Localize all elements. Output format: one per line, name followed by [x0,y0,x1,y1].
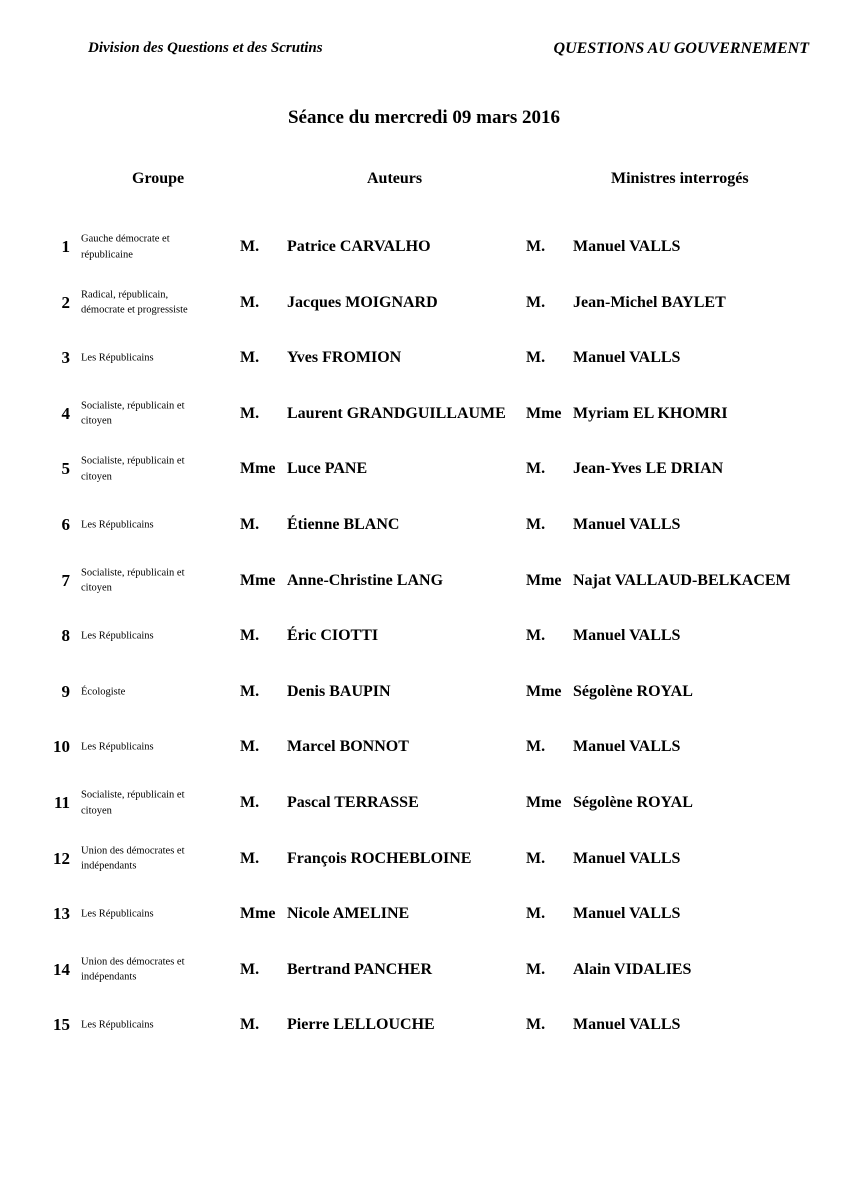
author-civility: M. [240,682,260,700]
minister-name: Manuel VALLS [573,627,681,645]
group-name: Écologiste [81,686,126,698]
minister-civility: M. [526,849,546,867]
author-name: Marcel BONNOT [287,738,409,756]
author-civility: M. [240,794,260,811]
group-name: Union des démocrates et indépendants [81,956,185,983]
table-row [0,942,848,998]
group-name: Les Républicains [81,519,154,531]
author-civility: M. [240,627,260,645]
minister-name: Manuel VALLS [573,349,681,367]
author-name: Éric CIOTTI [287,627,379,645]
table-row [0,553,848,609]
minister-name: Najat VALLAUD-BELKACEM [573,571,791,589]
minister-name: Ségolène ROYAL [573,794,693,811]
minister-civility: Mme [526,571,562,589]
group-name: Gauche démocrate et républicaine [81,233,170,260]
author-name: Bertrand PANCHER [287,960,433,978]
group-name: Les Républicains [81,630,154,642]
author-name: Yves FROMION [287,349,402,367]
minister-name: Manuel VALLS [573,905,681,923]
author-name: Jacques MOIGNARD [287,293,438,311]
question-number: 15 [53,1015,70,1035]
column-header-auteurs: Auteurs [367,170,423,187]
author-name: Pierre LELLOUCHE [287,1016,435,1034]
author-civility: Mme [240,905,276,923]
minister-civility: M. [526,960,546,978]
minister-name: Alain VIDALIES [573,960,692,978]
minister-name: Manuel VALLS [573,238,681,255]
minister-name: Jean-Michel BAYLET [573,293,726,311]
author-name: Nicole AMELINE [287,905,410,923]
author-civility: M. [240,349,260,367]
header-division: Division des Questions et des Scrutins [88,40,323,56]
minister-name: Manuel VALLS [573,849,681,867]
author-civility: Mme [240,460,276,478]
minister-name: Ségolène ROYAL [573,682,693,700]
minister-name: Manuel VALLS [573,516,681,533]
author-name: Anne-Christine LANG [287,571,444,589]
question-number: 8 [61,626,70,646]
minister-civility: Mme [526,404,562,422]
table-row [0,719,848,775]
page-title: Séance du mercredi 09 mars 2016 [287,107,561,128]
table-row [0,664,848,720]
table-row [0,775,848,831]
author-civility: Mme [240,571,276,589]
minister-name: Jean-Yves LE DRIAN [573,460,724,478]
group-name: Les Républicains [81,908,154,920]
group-name: Socialiste, républicain et citoyen [81,567,185,594]
author-civility: M. [240,404,260,422]
table-row [0,497,848,553]
table-row [0,886,848,942]
author-civility: M. [240,738,260,756]
minister-name: Manuel VALLS [573,738,681,756]
minister-civility: M. [526,627,546,645]
table-row [0,219,848,275]
minister-civility: M. [526,1016,546,1034]
column-header-ministres: Ministres interrogés [611,170,749,187]
question-number: 13 [53,904,70,924]
author-name: Denis BAUPIN [287,682,391,700]
author-civility: M. [240,960,260,978]
minister-name: Myriam EL KHOMRI [573,404,728,422]
author-civility: M. [240,849,260,867]
minister-civility: M. [526,293,546,311]
group-name: Les Républicains [81,352,154,364]
table-row [0,997,848,1053]
table-row [0,441,848,497]
table-row [0,831,848,887]
group-name: Les Républicains [81,1019,154,1031]
author-name: Laurent GRANDGUILLAUME [287,404,506,422]
question-number: 14 [53,959,70,979]
column-header-groupe: Groupe [132,170,185,187]
author-name: François ROCHEBLOINE [287,849,472,867]
question-number: 12 [53,848,70,868]
question-number: 4 [61,403,70,423]
minister-name: Manuel VALLS [573,1016,681,1034]
author-name: Étienne BLANC [287,516,400,533]
minister-civility: M. [526,905,546,923]
minister-civility: M. [526,516,546,533]
question-number: 5 [61,459,70,479]
table-row [0,386,848,442]
minister-civility: M. [526,460,546,478]
author-name: Patrice CARVALHO [287,238,431,255]
author-civility: M. [240,293,260,311]
minister-civility: M. [526,738,546,756]
author-civility: M. [240,516,260,533]
group-name: Socialiste, républicain et citoyen [81,455,185,483]
group-name: Socialiste, républicain et citoyen [81,400,185,427]
question-number: 7 [61,570,70,590]
question-number: 3 [61,348,70,368]
group-name: Les Républicains [81,741,154,753]
author-name: Luce PANE [287,460,368,478]
question-number: 10 [53,737,70,757]
question-number: 11 [53,793,70,812]
minister-civility: Mme [526,682,562,700]
group-name: Radical, républicain, démocrate et progressiste [81,289,188,316]
question-number: 2 [61,292,70,312]
group-name: Union des démocrates et indépendants [81,845,185,872]
minister-civility: Mme [526,794,562,811]
author-civility: M. [240,238,260,255]
table-row [0,275,848,331]
table-row [0,330,848,386]
question-number: 1 [61,237,70,256]
group-name: Socialiste, républicain et citoyen [81,789,185,816]
author-name: Pascal TERRASSE [287,794,419,811]
header-questions: QUESTIONS AU GOUVERNEMENT [553,40,809,57]
author-civility: M. [240,1016,260,1034]
table-row [0,608,848,664]
minister-civility: M. [526,238,546,255]
minister-civility: M. [526,349,546,367]
question-number: 9 [61,681,70,701]
question-number: 6 [61,515,70,534]
